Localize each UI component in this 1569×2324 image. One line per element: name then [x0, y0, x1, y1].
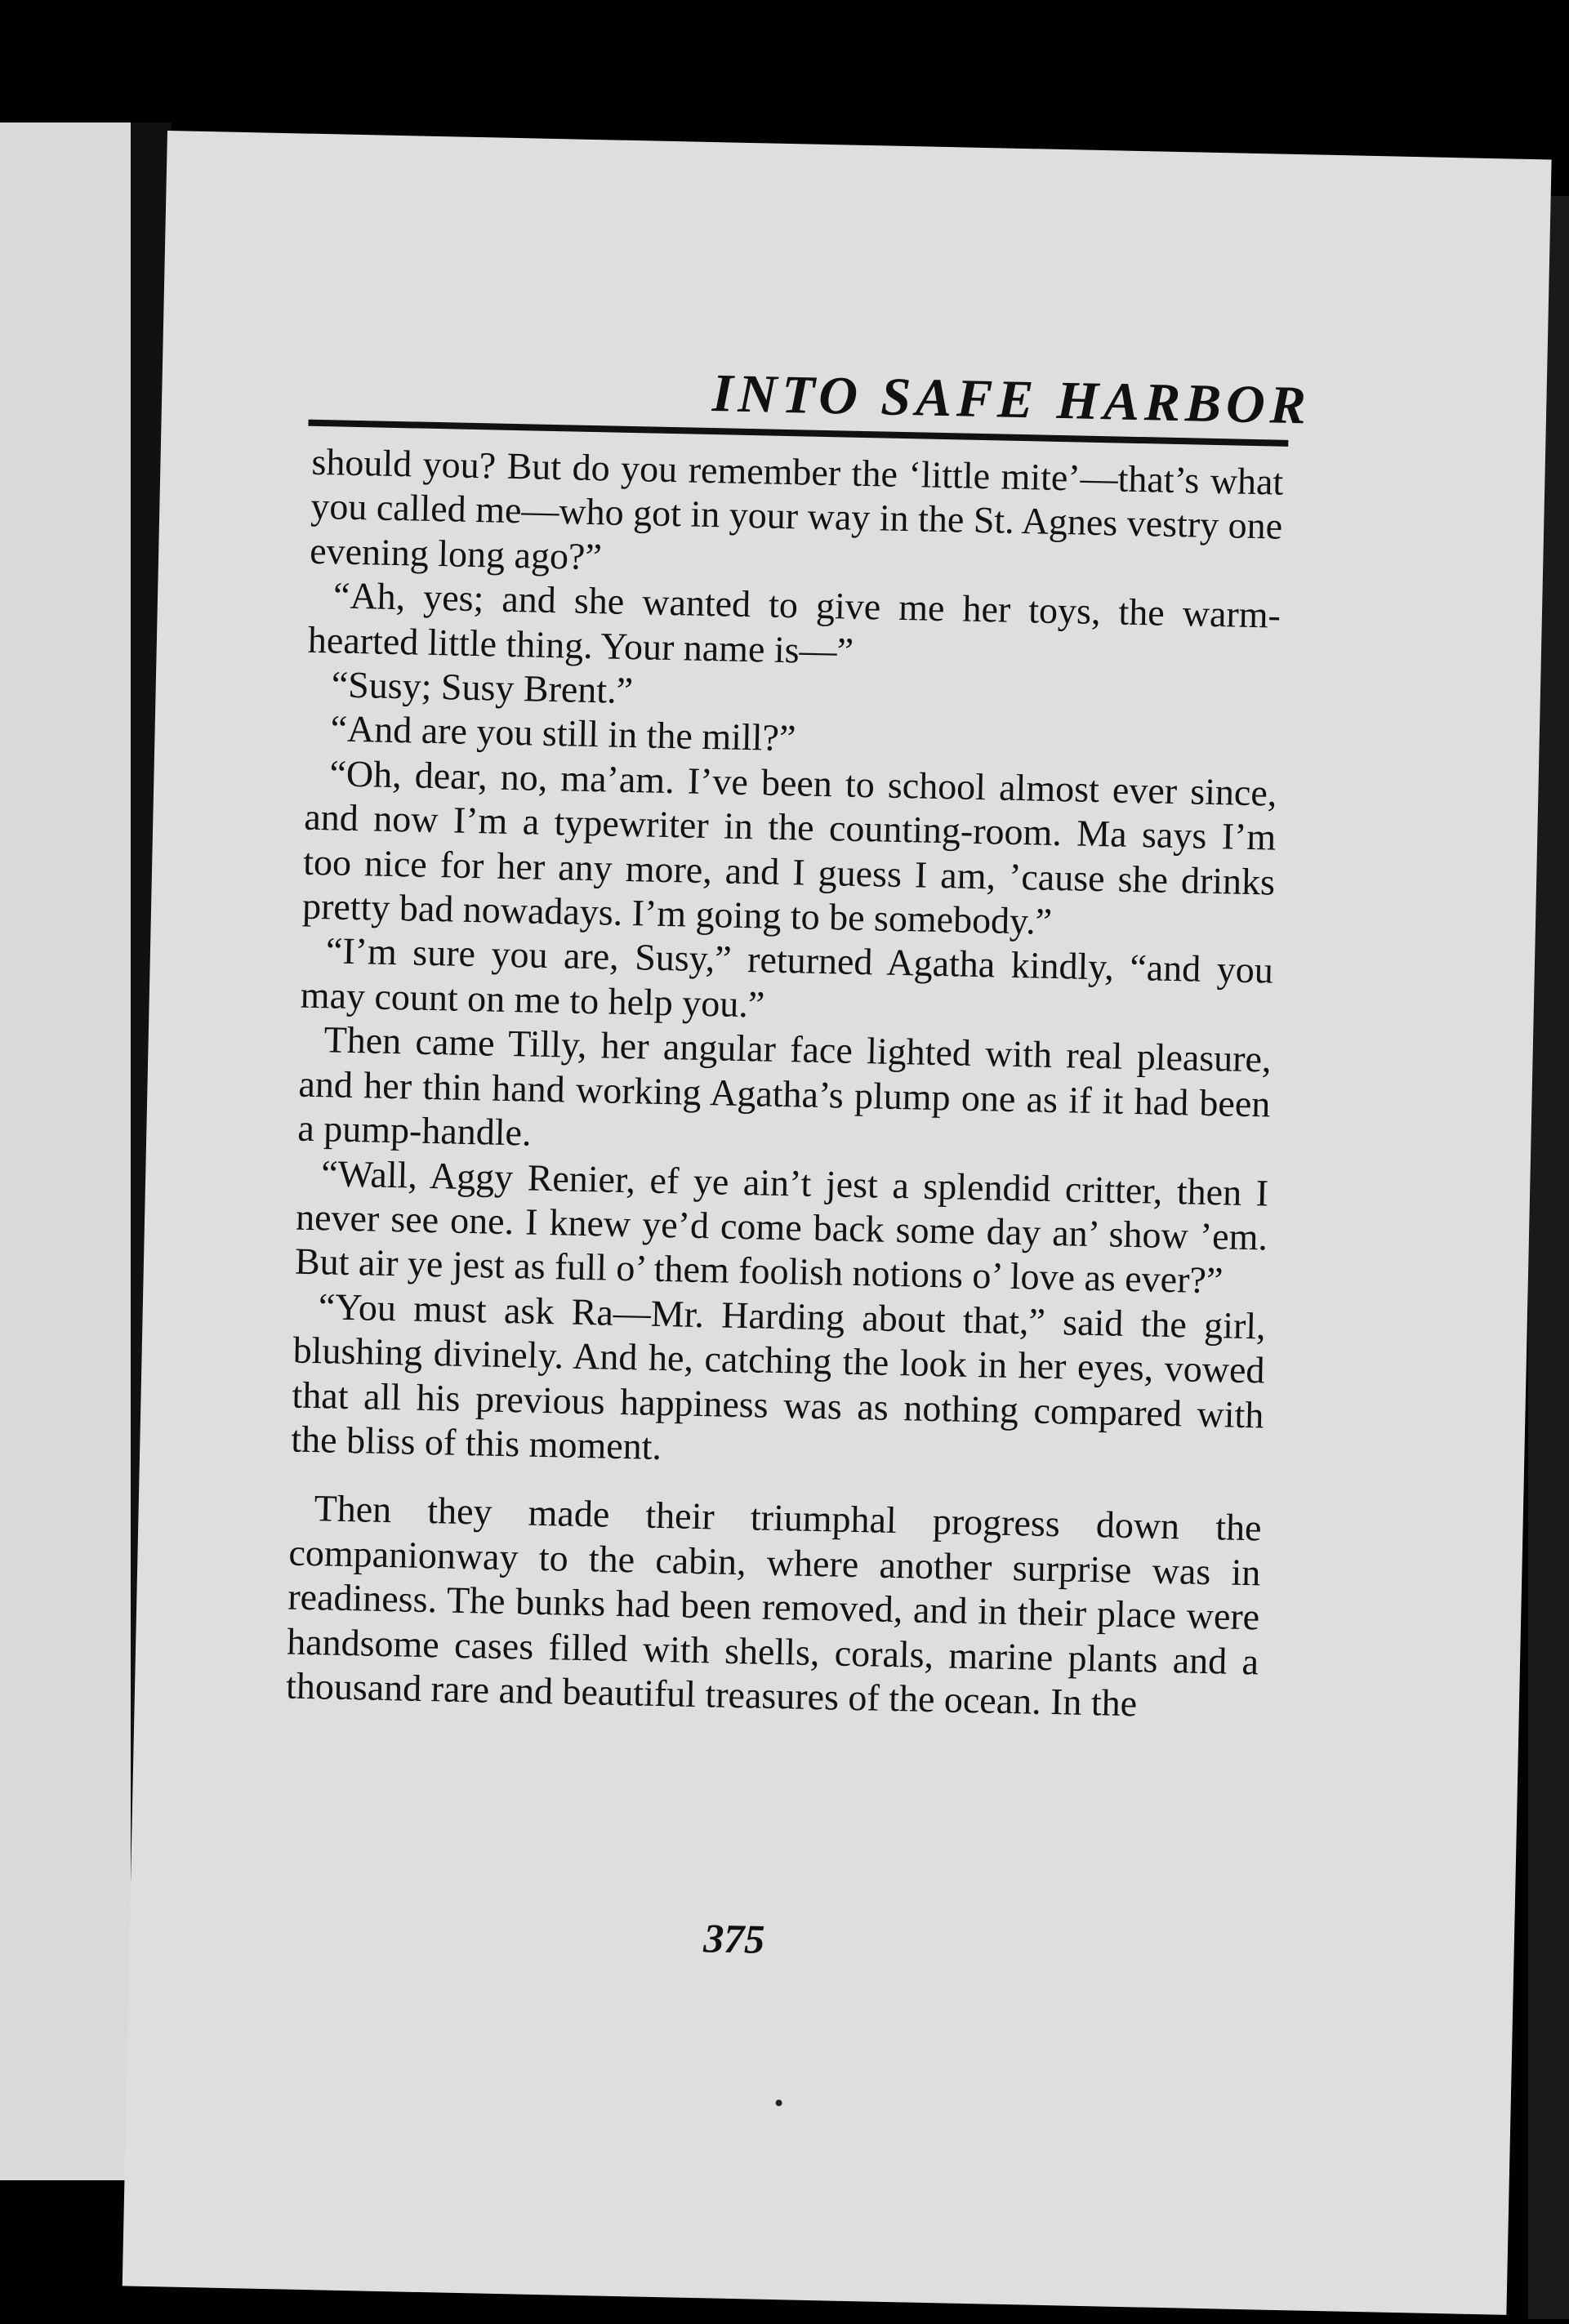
- facing-page-edge: [0, 122, 135, 2180]
- paragraph: “Wall, Aggy Renier, ef ye ain’t jest a splendid critter, then I never see one. I knew ye’d come back some day an’ show ’em. But air ye jest as full o’ them foolish notions o’ love as ever?”: [294, 1151, 1269, 1302]
- page-number: 375: [702, 1915, 765, 1962]
- paragraph: should you? But do you remember the ‘little mite’—that’s what you called me—who got in your way in the St. Agnes vestry one evening long ago?”: [309, 440, 1284, 578]
- paragraph: Then came Tilly, her angular face lighted with real pleasure, and her thin hand working Agatha’s plump one as if it had been a pump-handle.: [296, 1018, 1273, 1154]
- book-page: [123, 131, 1552, 2315]
- running-head: INTO SAFE HARBOR: [711, 363, 1312, 436]
- paragraph: “Susy; Susy Brent.”: [331, 663, 634, 712]
- paragraph: “And are you still in the mill?”: [330, 707, 796, 759]
- paragraph: Then they made their triumphal progress down the companionway to the cabin, where another surprise was in readiness. The bunks had been removed, and in their place were handsome cases filled with shells, corals, marine plants and a thousand rare and beautiful treasures of the ocean. In the: [285, 1487, 1262, 1725]
- body-text: [286, 440, 1284, 1729]
- paragraph: “Ah, yes; and she wanted to give me her toys, the warm-hearted little thing. Your name is—”: [307, 574, 1281, 672]
- paragraph: “Oh, dear, no, ma’am. I’ve been to school almost ever since, and now I’m a typewriter in the counting-room. Ma says I’m too nice for her any more, and I guess I am, ’cause she drinks pretty bad nowadays. I’m going to be somebody.”: [301, 752, 1277, 942]
- dust-speck: [776, 2099, 782, 2106]
- paragraph: “I’m sure you are, Susy,” returned Agatha kindly, “and you may count on me to help you.”: [300, 929, 1274, 1026]
- paragraph: “You must ask Ra—Mr. Harding about that,” said the girl, blushing divinely. And he, catching the look in her eyes, vowed that all his previous happiness was as nothing compared with the bliss of this moment.: [290, 1284, 1267, 1467]
